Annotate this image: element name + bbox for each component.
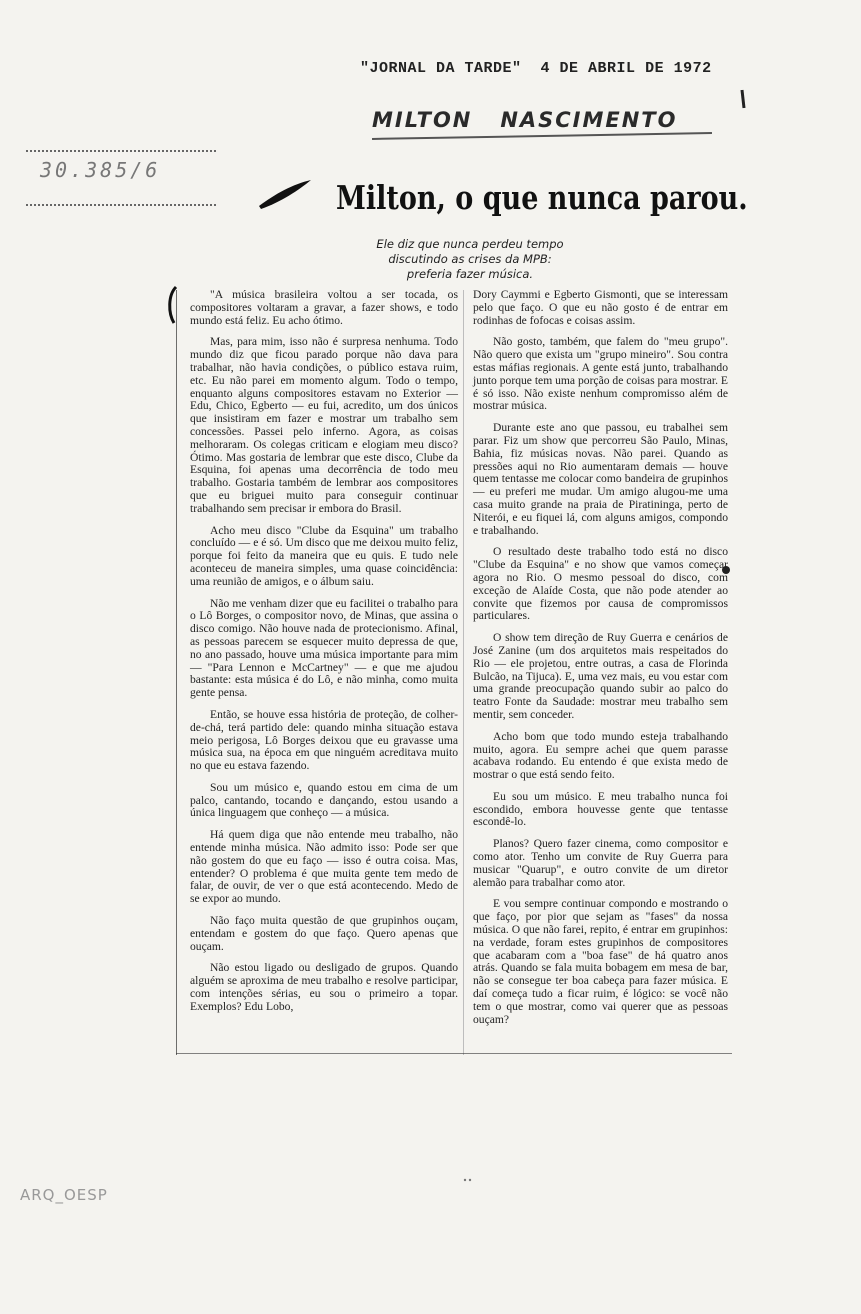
article-paragraph: O show tem direção de Ruy Guerra e cenários de José Zanine (um dos arquitetos mais respeitados do Rio — ele projetou, entre outras, a casa de Florinda Bulcão, na Tijuca). E, uma vez mais, eu vou estar com uma grande preocupação quando subir ao palco do teatro Fonte da Saudade: mostrar meu trabalho sem mentir, sem conceder. (473, 631, 728, 721)
article-paragraph: E vou sempre continuar compondo e mostrando o que faço, por pior que sejam as "fases" da nossa música. O que não farei, repito, é entrar em grupinhos: na verdade, foram estes grupinhos de compositores que acabaram com a "boa fase" de há quatro anos atrás. Quando se fala muita bobagem em mesa de bar, não se consegue ter boa cabeça para fazer música. E daí começa tudo a ficar ruim, é lógico: se você não tem o que mostrar, como vai querer que as pessoas ouçam? (473, 897, 728, 1026)
article-paragraph: Então, se houve essa história de proteção, de colher-de-chá, terá partido dele: quando minha situação estava meio perigosa, Lô Borges deixou que eu gravasse uma música sua, na época em que ninguém acreditava muito no que eu estava fazendo. (190, 707, 458, 773)
margin-dot-mark (736, 88, 750, 112)
clipping-left-edge (176, 290, 177, 1055)
article-subtitle: Ele diz que nunca perdeu tempo discutindo as crises da MPB: preferia fazer música. (376, 237, 564, 281)
article-paragraph: Há quem diga que não entende meu trabalho, não entende minha música. Não admito isso: Pode ser que não gostem do que eu faço — isso é outra coisa. Mas, entender? O problema é que muita gente tem medo de falar, de ouvir, de ver o que está acontecendo. Medo de se expor ao mundo. (190, 828, 458, 906)
article-paragraph: Mas, para mim, isso não é surpresa nenhuma. Todo mundo diz que ficou parado porque não dava para trabalhar, não havia condições, o público estava ruim, etc. Eu não parei em momento algum. Todo o tempo, enquanto alguns compositores estavam no Exterior — Edu, Chico, Egberto — eu fui, acredito, um dos únicos que insistiram em fazer e mostrar um trabalho sem concessões. Passei pelo inferno. Agora, as coisas melhoraram. Os colegas criticam e elogiam meu disco? Ótimo. Mas gostaria de lembrar que este disco, Clube da Esquina, foi apenas uma decorrência de todo meu trabalho. Gostaria também de lembrar aos compositores que eu briguei muito para conseguir continuar trabalhando sem precisar ir embora do Brasil. (190, 335, 458, 515)
newspaper-name: "JORNAL DA TARDE" (360, 60, 522, 77)
subject-tag (372, 108, 732, 132)
subject-last-name: NASCIMENTO (500, 108, 678, 132)
subject-first-name: MILTON (372, 108, 473, 132)
article-column-left (190, 289, 458, 1023)
article-paragraph: Planos? Quero fazer cinema, como compositor e como ator. Tenho um convite de Ruy Guerra para musicar "Quarup", e outro convite de um diretor alemão para trabalhar como ator. (473, 837, 728, 889)
article-paragraph: Durante este ano que passou, eu trabalhei sem parar. Fiz um show que percorreu São Paulo, Minas, Bahia, fiz músicas novas. Não parei. Quando as pressões aqui no Rio aumentaram demais — houve quem tentasse me colocar como bandeira de grupinhos — eu preferi me mudar. Um amigo alugou-me uma casa muito grande na praia de Piratininga, perto de Niterói, e eu fiquei lá, com alguns amigos, compondo e trabalhando. (473, 421, 728, 537)
archive-footer-stamp: ARQ_OESP (20, 1186, 108, 1204)
article-paragraph: Não faço muita questão de que grupinhos ouçam, entendam e gostem do que faço. Quero apenas que ouçam. (190, 914, 458, 953)
article-paragraph: Sou um músico e, quando estou em cima de um palco, cantando, tocando e dançando, estou usando a única linguagem que conheço — a música. (190, 780, 458, 820)
pen-stroke-mark (255, 176, 315, 212)
publication-date: 4 DE ABRIL DE 1972 (540, 60, 712, 77)
article-paragraph: Dory Caymmi e Egberto Gismonti, que se interessam pelo que faço. O que eu não gosto é de entrar em rodinhas de fofocas e coisas assim. (473, 288, 728, 327)
clipping-bottom-edge (176, 1053, 732, 1054)
article-paragraph: Não gosto, também, que falem do "meu grupo". Não quero que exista um "grupo mineiro". Sou contra estas máfias regionais. A gente está junto, trabalhando junto porque tem uma porção de coisas para mostrar. E é só isso. Não existe nenhum compromisso além de mostrar música. (473, 335, 728, 413)
article-paragraph: Acho bom que todo mundo esteja trabalhando muito, agora. Eu sempre achei que quem parasse acabava rodando. Eu entendo é que exista medo de mostrar o que está sendo feito. (473, 729, 728, 782)
newspaper-header (360, 60, 720, 77)
article-paragraph: Acho meu disco "Clube da Esquina" um trabalho concluído — e é só. Um disco que me deixou muito feliz, porque foi feito da maneira que eu quis. E tudo nele aconteceu de maneira simples, uma quase coincidência: uma reunião de amigos, e o álbum saiu. (190, 523, 458, 588)
margin-bracket-mark (164, 285, 180, 325)
column-divider (463, 290, 464, 1055)
article-paragraph: Não estou ligado ou desligado de grupos. Quando alguém se aproxima de meu trabalho e resolve participar, com intenções sérias, eu sou o primeiro a topar. Exemplos? Edu Lobo, (190, 961, 458, 1013)
article-paragraph: Eu sou um músico. E meu trabalho nunca foi escondido, embora houvesse gente que tentasse escondê-lo. (473, 789, 728, 829)
article-title: Milton, o que nunca parou. (336, 180, 748, 218)
subject-underline (372, 132, 712, 140)
speck-mark (462, 1176, 474, 1184)
archive-stamp: 30.385/6 (40, 158, 161, 182)
article-paragraph: Não me venham dizer que eu facilitei o trabalho para o Lô Borges, o compositor novo, de Minas, que assina o disco comigo. Não houve nada de protecionismo. Afinal, as pessoas parecem se esquecer muito depressa de que, no ano passado, houve uma música importante para mim — "Para Lennon e McCartney" — e que me ajudou bastante: esta música é do Lô, e não minha, como muita gente pensa. (190, 596, 458, 700)
article-column-right (473, 289, 728, 1035)
article-paragraph: "A música brasileira voltou a ser tocada, os compositores voltaram a gravar, a fazer shows, e todo mundo está feliz. Eu acho ótimo. (190, 288, 458, 327)
article-paragraph: O resultado deste trabalho todo está no disco "Clube da Esquina" e no show que vamos começar agora no Rio. O mesmo pessoal do disco, com exceção de Alaíde Costa, que não pode atender ao convite que fizemos por causa de compromissos particulares. (473, 545, 728, 623)
